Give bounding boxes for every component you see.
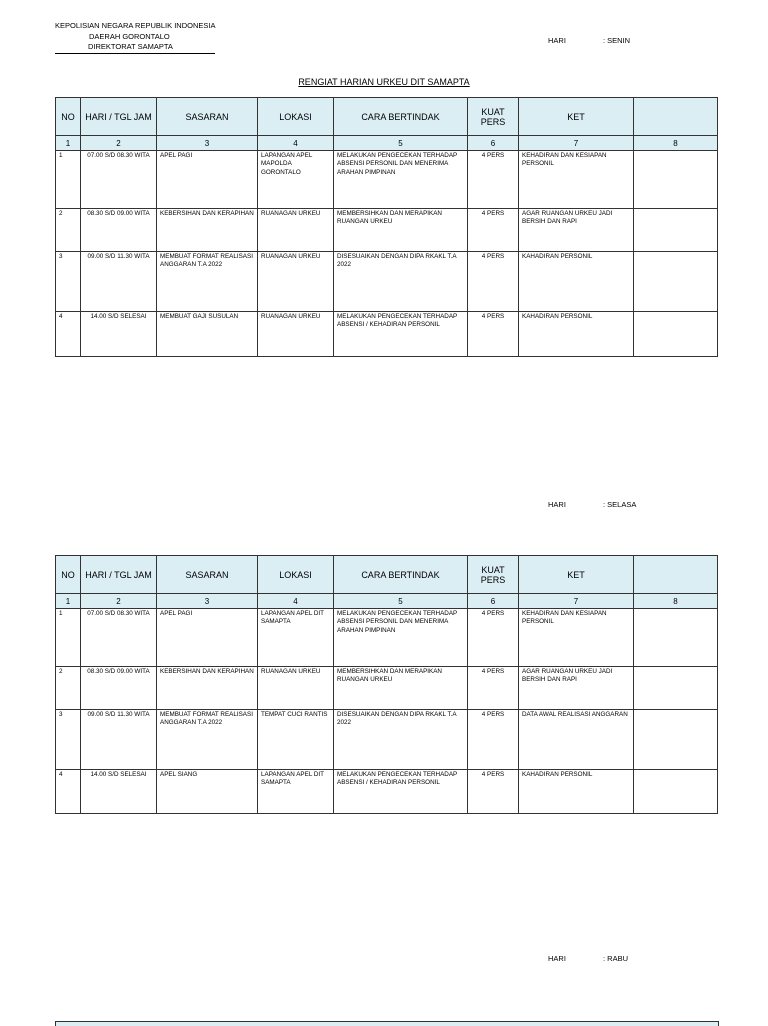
- cell-no: 3: [56, 710, 81, 770]
- col-number: 8: [634, 594, 718, 609]
- cell-extra: [634, 667, 718, 710]
- cell-cara: MELAKUKAN PENGECEKAN TERHADAP ABSENSI / KEHADIRAN PERSONIL: [334, 312, 468, 357]
- cell-time: 09.00 S/D 11.30 WITA: [81, 710, 157, 770]
- day-label: HARI: [548, 954, 566, 963]
- col-number: 2: [81, 136, 157, 151]
- cell-sasaran: MEMBUAT GAJI SUSULAN: [157, 312, 258, 357]
- col-header: [634, 556, 718, 594]
- col-header: NO: [56, 556, 81, 594]
- col-header: SASARAN: [157, 556, 258, 594]
- table-row: [56, 770, 718, 814]
- col-header: HARI / TGL JAM: [81, 98, 157, 136]
- cell-no: 4: [56, 312, 81, 357]
- col-number: 7: [519, 136, 634, 151]
- day-value: : RABU: [603, 954, 629, 963]
- col-number: 2: [81, 594, 157, 609]
- col-header: LOKASI: [258, 98, 334, 136]
- cell-time: 08.30 S/D 09.00 WITA: [81, 209, 157, 252]
- cell-ket: AGAR RUANGAN URKEU JADI BERSIH DAN RAPI: [519, 667, 634, 710]
- table-row: [56, 667, 718, 710]
- cell-no: 2: [56, 667, 81, 710]
- col-number: 5: [334, 594, 468, 609]
- page-title: RENGIAT HARIAN URKEU DIT SAMAPTA: [298, 77, 470, 87]
- cell-extra: [634, 209, 718, 252]
- col-number: 6: [468, 594, 519, 609]
- col-number: 1: [56, 136, 81, 151]
- col-number: 1: [56, 594, 81, 609]
- cell-sasaran: APEL PAGI: [157, 151, 258, 209]
- cell-sasaran: MEMBUAT FORMAT REALISASI ANGGARAN T.A 2022: [157, 252, 258, 312]
- col-header: [634, 98, 718, 136]
- col-header: KET: [519, 98, 634, 136]
- table-row: [56, 252, 718, 312]
- cell-kuat: 4 PERS: [468, 312, 519, 357]
- cell-kuat: 4 PERS: [468, 667, 519, 710]
- cell-ket: KAHADIRAN PERSONIL: [519, 252, 634, 312]
- table-row: [56, 151, 718, 209]
- cell-lokasi: RUANAGAN URKEU: [258, 667, 334, 710]
- col-header: SASARAN: [157, 98, 258, 136]
- cell-no: 1: [56, 151, 81, 209]
- cell-cara: MEMBERSIHKAN DAN MERAPIKAN RUANGAN URKEU: [334, 209, 468, 252]
- cell-ket: AGAR RUANGAN URKEU JADI BERSIH DAN RAPI: [519, 209, 634, 252]
- cell-no: 2: [56, 209, 81, 252]
- col-header: KET: [519, 556, 634, 594]
- col-number: 3: [157, 594, 258, 609]
- schedule-table-senin: [55, 97, 718, 357]
- day-label-rabu: [548, 954, 629, 963]
- column-number-row: [56, 136, 718, 151]
- table-row: [56, 609, 718, 667]
- org-header: [55, 21, 215, 54]
- org-line-1: KEPOLISIAN NEGARA REPUBLIK INDONESIA: [55, 21, 216, 30]
- col-number: 3: [157, 136, 258, 151]
- cell-kuat: 4 PERS: [468, 770, 519, 814]
- cell-kuat: 4 PERS: [468, 209, 519, 252]
- cell-time: 07.00 S/D 08.30 WITA: [81, 609, 157, 667]
- cell-lokasi: LAPANGAN APEL DIT SAMAPTA: [258, 770, 334, 814]
- col-number: 5: [334, 136, 468, 151]
- day-value: : SENIN: [603, 36, 631, 45]
- cell-cara: DISESUAIKAN DENGAN DIPA RKAKL T.A 2022: [334, 252, 468, 312]
- col-header: HARI / TGL JAM: [81, 556, 157, 594]
- cell-sasaran: KEBERSIHAN DAN KERAPIHAN: [157, 667, 258, 710]
- cell-sasaran: APEL SIANG: [157, 770, 258, 814]
- col-number: 4: [258, 136, 334, 151]
- table-header-row: [56, 98, 718, 136]
- schedule-table-selasa: [55, 555, 718, 814]
- cell-lokasi: LAPANGAN APEL DIT SAMAPTA: [258, 609, 334, 667]
- cell-lokasi: LAPANGAN APEL MAPOLDA GORONTALO: [258, 151, 334, 209]
- col-number: 8: [634, 136, 718, 151]
- col-number: 4: [258, 594, 334, 609]
- table-row: [56, 209, 718, 252]
- cell-cara: MELAKUKAN PENGECEKAN TERHADAP ABSENSI PERSONIL DAN MENERIMA ARAHAN PIMPINAN: [334, 151, 468, 209]
- col-header: KUAT PERS: [468, 98, 519, 136]
- cell-lokasi: TEMPAT CUCI RANTIS: [258, 710, 334, 770]
- org-line-2: DAERAH GORONTALO: [89, 31, 170, 41]
- cell-cara: MEMBERSIHKAN DAN MERAPIKAN RUANGAN URKEU: [334, 667, 468, 710]
- col-number: 6: [468, 136, 519, 151]
- cell-extra: [634, 151, 718, 209]
- col-header: LOKASI: [258, 556, 334, 594]
- cell-sasaran: KEBERSIHAN DAN KERAPIHAN: [157, 209, 258, 252]
- cell-kuat: 4 PERS: [468, 609, 519, 667]
- column-number-row: [56, 594, 718, 609]
- cell-ket: KAHADIRAN PERSONIL: [519, 312, 634, 357]
- cell-cara: MELAKUKAN PENGECEKAN TERHADAP ABSENSI PERSONIL DAN MENERIMA ARAHAN PIMPINAN: [334, 609, 468, 667]
- cell-cara: DISESUAIKAN DENGAN DIPA RKAKL T.A 2022: [334, 710, 468, 770]
- cell-ket: KAHADIRAN PERSONIL: [519, 770, 634, 814]
- cell-extra: [634, 710, 718, 770]
- cell-lokasi: RUANAGAN URKEU: [258, 312, 334, 357]
- day-label-selasa: [548, 500, 637, 509]
- cell-ket: KEHADIRAN DAN KESIAPAN PERSONIL: [519, 609, 634, 667]
- cell-lokasi: RUANAGAN URKEU: [258, 209, 334, 252]
- cell-kuat: 4 PERS: [468, 252, 519, 312]
- day-value: : SELASA: [603, 500, 637, 509]
- cell-time: 07.00 S/D 08.30 WITA: [81, 151, 157, 209]
- cell-time: 14.00 S/D SELESAI: [81, 770, 157, 814]
- cell-kuat: 4 PERS: [468, 710, 519, 770]
- day-label-senin: [548, 36, 631, 45]
- cell-lokasi: RUANAGAN URKEU: [258, 252, 334, 312]
- cell-extra: [634, 252, 718, 312]
- cell-cara: MELAKUKAN PENGECEKAN TERHADAP ABSENSI / KEHADIRAN PERSONIL: [334, 770, 468, 814]
- col-header: CARA BERTINDAK: [334, 98, 468, 136]
- col-number: 7: [519, 594, 634, 609]
- cell-sasaran: APEL PAGI: [157, 609, 258, 667]
- org-line-3: DIREKTORAT SAMAPTA: [55, 42, 215, 54]
- cell-kuat: 4 PERS: [468, 151, 519, 209]
- cell-no: 4: [56, 770, 81, 814]
- col-header: KUAT PERS: [468, 556, 519, 594]
- day-label: HARI: [548, 36, 566, 45]
- cell-extra: [634, 770, 718, 814]
- cell-no: 1: [56, 609, 81, 667]
- cell-time: 09.00 S/D 11.30 WITA: [81, 252, 157, 312]
- cell-sasaran: MEMBUAT FORMAT REALISASI ANGGARAN T.A 2022: [157, 710, 258, 770]
- cell-ket: KEHADIRAN DAN KESIAPAN PERSONIL: [519, 151, 634, 209]
- col-header: NO: [56, 98, 81, 136]
- day-label: HARI: [548, 500, 566, 509]
- cell-no: 3: [56, 252, 81, 312]
- cell-time: 14.00 S/D SELESAI: [81, 312, 157, 357]
- table-row: [56, 710, 718, 770]
- col-header: CARA BERTINDAK: [334, 556, 468, 594]
- cell-ket: DATA AWAL REALISASI ANGGARAN: [519, 710, 634, 770]
- table-row: [56, 312, 718, 357]
- table-header-row: [56, 556, 718, 594]
- cell-time: 08.30 S/D 09.00 WITA: [81, 667, 157, 710]
- cell-extra: [634, 609, 718, 667]
- cell-extra: [634, 312, 718, 357]
